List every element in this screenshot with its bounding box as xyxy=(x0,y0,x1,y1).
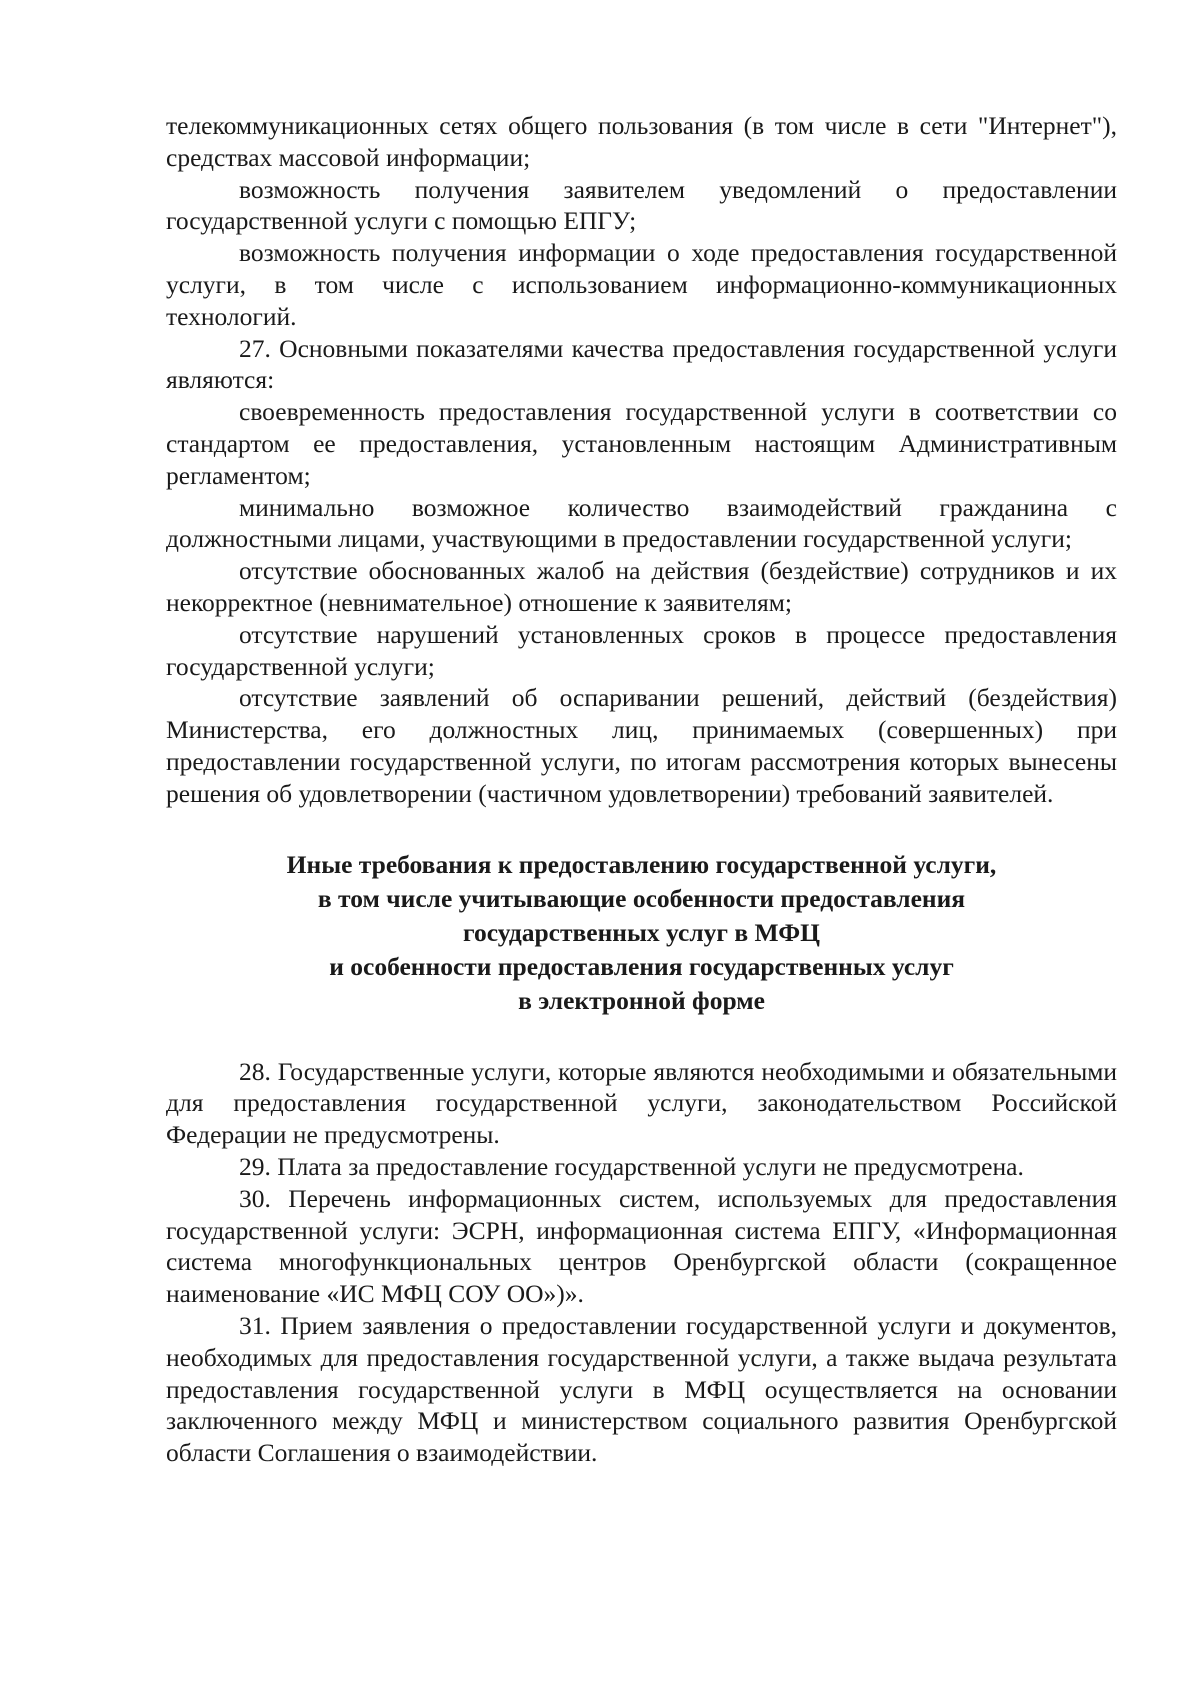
paragraph-progress-info: возможность получения информации о ходе предоставления государственной услуги, в том числе с использованием информационно-коммуникационных технологий. xyxy=(166,238,1117,331)
paragraph-29-fee: 29. Плата за предоставление государственной услуги не предусмотрена. xyxy=(239,1151,1024,1181)
paragraph-telecom-networks: телекоммуникационных сетях общего пользования (в том числе в сети "Интернет"), средствах массовой информации; xyxy=(166,111,1117,172)
paragraph-timeliness: своевременность предоставления государственной услуги в соответствии со стандартом ее предоставления, установленным настоящим Административным регламентом; xyxy=(166,397,1117,490)
paragraph-27-quality-indicators: 27. Основными показателями качества предоставления государственной услуги являются: xyxy=(166,333,1117,395)
document-body xyxy=(166,110,1117,1469)
section-heading-line-5: в электронной форме xyxy=(518,985,765,1015)
section-heading-line-3: государственных услуг в МФЦ xyxy=(463,917,820,947)
paragraph-no-complaints: отсутствие обоснованных жалоб на действия (бездействие) сотрудников и их некорректное (невнимательное) отношение к заявителям; xyxy=(166,556,1117,617)
section-heading-line-2: в том числе учитывающие особенности предоставления xyxy=(317,883,966,913)
section-heading-line-4: и особенности предоставления государственных услуг xyxy=(329,951,954,981)
paragraph-minimal-interactions: минимально возможное количество взаимодействий гражданина с должностными лицами, участвующими в предоставлении государственной услуги; xyxy=(166,492,1117,554)
paragraph-30-information-systems: 30. Перечень информационных систем, используемых для предоставления государственной услуги: ЭСРН, информационная система ЕПГУ, «Информационная система многофункциональных центров Оренбургской области (сокращенное наименование «ИС МФЦ СОУ ОО»)». xyxy=(166,1183,1117,1309)
section-heading-line-1: Иные требования к предоставлению государственной услуги, xyxy=(286,849,997,879)
paragraph-no-disputes: отсутствие заявлений об оспаривании решений, действий (бездействия) Министерства, его должностных лиц, принимаемых (совершенных) при предоставлении государственной услуги, по итогам рассмотрения которых вынесены решения об удовлетворении (частичном удовлетворении) требований заявителей. xyxy=(166,683,1117,808)
paragraph-31-mfc-agreement: 31. Прием заявления о предоставлении государственной услуги и документов, необходимых для предоставления государственной услуги, а также выдача результата предоставления государственной услуги в МФЦ осуществляется на основании заключенного между МФЦ и министерством социального развития Оренбургской области Соглашения о взаимодействии. xyxy=(166,1310,1117,1468)
section-heading xyxy=(166,848,1117,1018)
paragraph-notification-epgu: возможность получения заявителем уведомлений о предоставлении государственной услуги с помощью ЕПГУ; xyxy=(166,174,1117,236)
paragraph-no-deadline-violations: отсутствие нарушений установленных сроков в процессе предоставления государственной услуги; xyxy=(166,619,1117,681)
paragraph-28-required-services: 28. Государственные услуги, которые являются необходимыми и обязательными для предоставления государственной услуги, законодательством Российской Федерации не предусмотрены. xyxy=(166,1056,1117,1150)
